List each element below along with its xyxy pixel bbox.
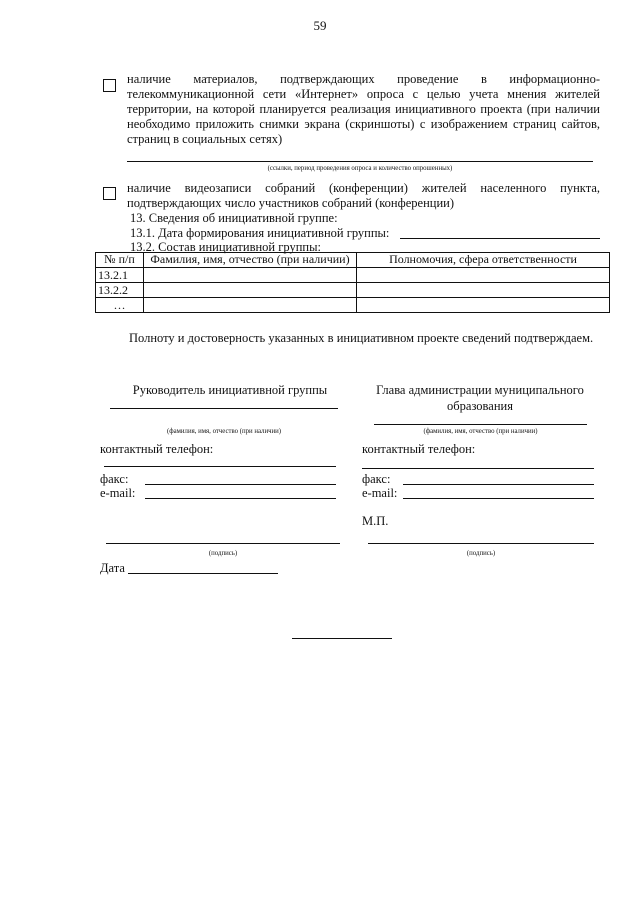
head-fax-label: факс: — [362, 472, 391, 486]
leader-fax-label: факс: — [100, 472, 129, 486]
materials-text: наличие материалов, подтверждающих проведение в информационно-телекоммуникационной сети «Интернет» опроса с целью учета мнения жителей территории, на которой планируется реализация инициативного проекта (при наличии необходимо приложить снимки экрана (скриншоты) с изображением страниц сайтов, страниц в социальных сетях) — [127, 72, 600, 146]
head-signature-line[interactable] — [368, 543, 594, 544]
materials-checkbox[interactable] — [103, 79, 116, 92]
materials-caption: (ссылки, период проведения опроса и количество опрошенных) — [267, 165, 453, 172]
group-composition-label: 13.2. Состав инициативной группы: — [130, 240, 321, 254]
end-separator — [292, 638, 392, 639]
head-signature-caption: (подпись) — [466, 550, 496, 557]
leader-name-caption: (фамилия, имя, отчество (при наличии) — [166, 428, 282, 435]
date-label: Дата — [100, 561, 125, 575]
group-leader-title: Руководитель инициативной группы — [132, 383, 328, 397]
administration-head-title: Глава администрации муниципального образования — [376, 383, 584, 413]
leader-fax-line[interactable] — [145, 484, 336, 485]
head-phone-line[interactable] — [362, 468, 594, 469]
head-email-label: e-mail: — [362, 486, 398, 500]
header-full-name: Фамилия, имя, отчество (при наличии) — [144, 253, 357, 268]
head-phone-label: контактный телефон: — [362, 442, 476, 456]
table-row — [96, 298, 610, 313]
row-responsibility-cell[interactable] — [357, 268, 610, 283]
group-formation-date-label: 13.1. Дата формирования инициативной группы: — [130, 226, 390, 240]
group-formation-date-line[interactable] — [400, 238, 600, 239]
page-number: 59 — [313, 18, 327, 33]
row-responsibility-cell[interactable] — [357, 283, 610, 298]
date-line[interactable] — [128, 573, 278, 574]
row-name-cell[interactable] — [144, 283, 357, 298]
header-responsibility: Полномочия, сфера ответственности — [357, 253, 610, 268]
video-text: наличие видеозаписи собраний (конференции) жителей населенного пункта, подтверждающих число участников собраний (конференции) — [127, 181, 600, 210]
row-name-cell[interactable] — [144, 268, 357, 283]
table-header-row — [96, 253, 610, 268]
head-name-line[interactable] — [374, 424, 587, 425]
confirmation-text: Полноту и достоверность указанных в инициативном проекте сведений подтверждаем. — [129, 331, 594, 345]
row-name-cell[interactable] — [144, 298, 357, 313]
row-number: 13.2.1 — [96, 268, 144, 283]
video-checkbox[interactable] — [103, 187, 116, 200]
leader-email-line[interactable] — [145, 498, 336, 499]
table-row — [96, 283, 610, 298]
leader-signature-line[interactable] — [106, 543, 340, 544]
stamp-label: М.П. — [362, 514, 389, 528]
head-fax-line[interactable] — [403, 484, 594, 485]
table-row — [96, 268, 610, 283]
group-table — [95, 252, 610, 313]
head-email-line[interactable] — [403, 498, 594, 499]
leader-name-line[interactable] — [110, 408, 338, 409]
header-number: № п/п — [96, 253, 144, 268]
leader-signature-caption: (подпись) — [208, 550, 238, 557]
section-13-title: 13. Сведения об инициативной группе: — [130, 211, 338, 225]
row-responsibility-cell[interactable] — [357, 298, 610, 313]
head-name-caption: (фамилия, имя, отчество (при наличии) — [423, 428, 538, 435]
leader-email-label: e-mail: — [100, 486, 136, 500]
leader-phone-line[interactable] — [104, 466, 336, 467]
materials-input-line[interactable] — [127, 161, 593, 162]
row-number: … — [96, 298, 144, 313]
row-number: 13.2.2 — [96, 283, 144, 298]
leader-phone-label: контактный телефон: — [100, 442, 214, 456]
